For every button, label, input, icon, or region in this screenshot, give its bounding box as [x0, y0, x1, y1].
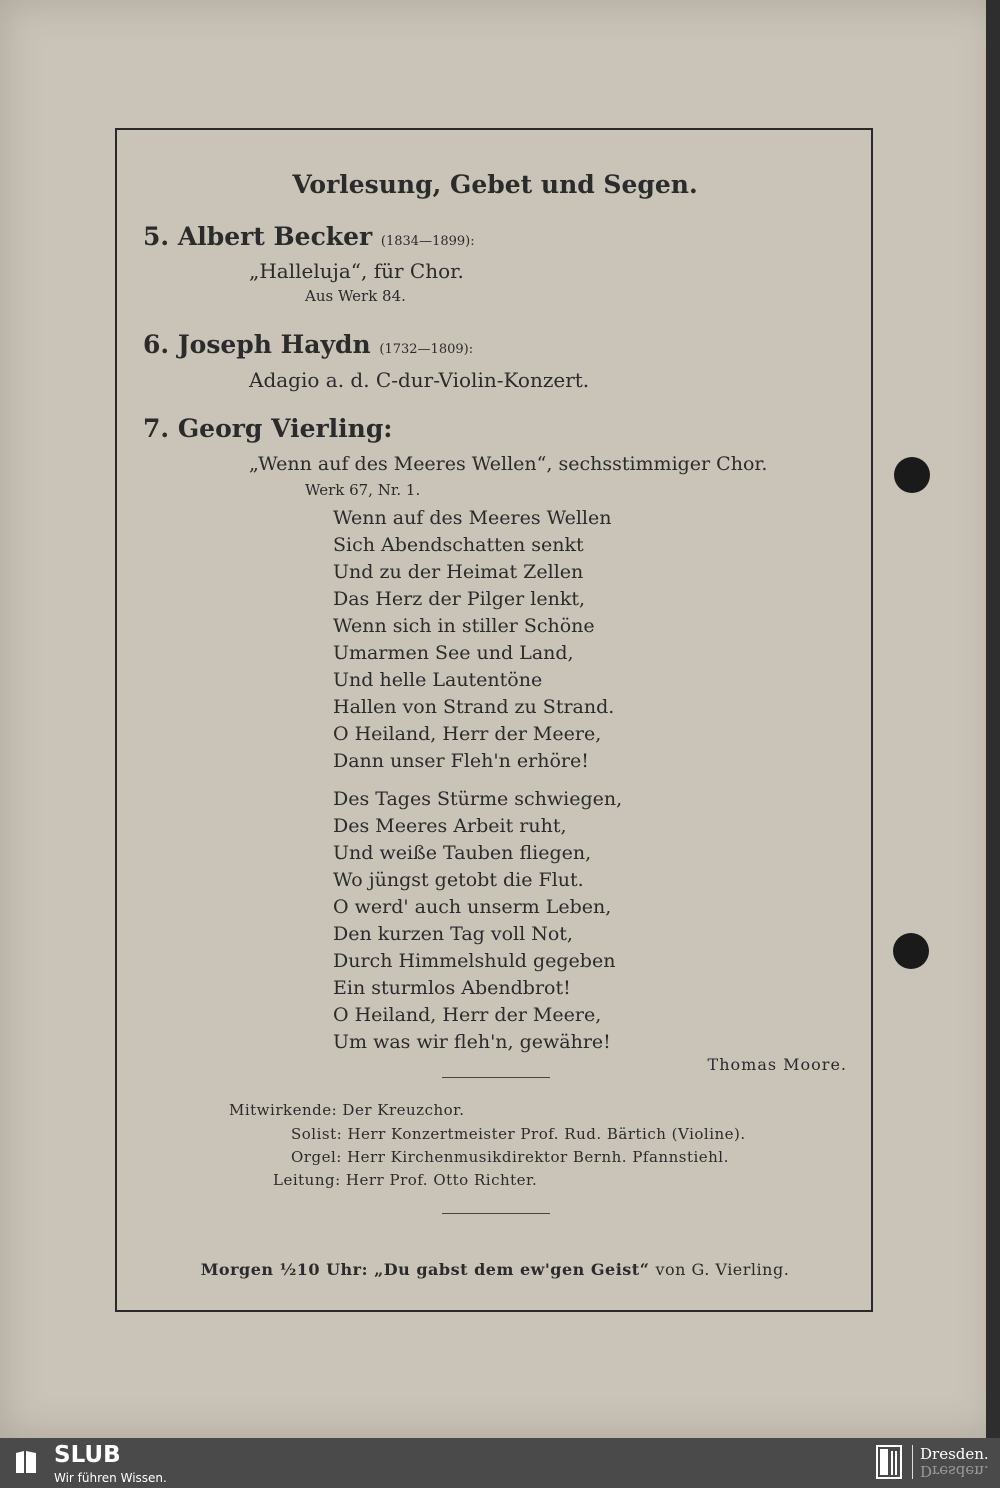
poem-line: Des Tages Stürme schwiegen,	[333, 788, 623, 810]
poem-line: O Heiland, Herr der Meere,	[333, 723, 602, 745]
performers-line: Mitwirkende: Der Kreuzchor.	[229, 1101, 465, 1119]
poem-line: Ein sturmlos Abendbrot!	[333, 977, 571, 999]
punch-hole-bottom	[893, 933, 929, 969]
item-number: 7.	[143, 414, 170, 443]
work-title: „Wenn auf des Meeres Wellen“, sechsstimmiger Chor.	[249, 453, 768, 475]
poem-line: O werd' auch unserm Leben,	[333, 896, 612, 918]
composer-years: (1732—1809):	[379, 342, 474, 357]
book-icon	[13, 1449, 39, 1475]
next-day-announcement	[117, 1260, 873, 1279]
poem-line: O Heiland, Herr der Meere,	[333, 1004, 602, 1026]
divider-rule	[442, 1213, 550, 1214]
performers-conductor: Leitung: Herr Prof. Otto Richter.	[273, 1171, 538, 1189]
opus-number: Werk 67, Nr. 1.	[305, 481, 421, 499]
poem-line: Und helle Lautentöne	[333, 669, 543, 691]
announcement-composer: von G. Vierling.	[655, 1260, 790, 1279]
poem-line: Hallen von Strand zu Strand.	[333, 696, 615, 718]
composer-years: (1834—1899):	[380, 234, 475, 249]
logo-separator	[912, 1445, 913, 1479]
poem-line: Das Herz der Pilger lenkt,	[333, 588, 586, 610]
slub-brand[interactable]: SLUB	[54, 1442, 121, 1468]
composer-name: Georg Vierling:	[177, 414, 393, 443]
poem-line: Umarmen See und Land,	[333, 642, 574, 664]
announcement-text: Morgen ½10 Uhr: „Du gabst dem ew'gen Geist“	[200, 1260, 650, 1279]
composer-name: Joseph Haydn	[177, 330, 371, 359]
poem-line: Durch Himmelshuld gegeben	[333, 950, 616, 972]
item-number: 5.	[143, 222, 170, 251]
item-number: 6.	[143, 330, 170, 359]
poem-line: Und weiße Tauben fliegen,	[333, 842, 592, 864]
dresden-logo-text[interactable]: Dresden.	[920, 1445, 989, 1463]
scan-edge	[986, 0, 1000, 1438]
program-item-7	[143, 414, 393, 443]
section-heading: Vorlesung, Gebet und Segen.	[292, 170, 698, 199]
program-item-5	[143, 222, 475, 251]
punch-hole-top	[894, 457, 930, 493]
program-item-6	[143, 330, 473, 359]
poem-line: Wenn sich in stiller Schöne	[333, 615, 595, 637]
poem-line: Und zu der Heimat Zellen	[333, 561, 584, 583]
poem-line: Wo jüngst getobt die Flut.	[333, 869, 584, 891]
slub-tagline: Wir führen Wissen.	[54, 1471, 167, 1485]
dresden-crest-icon	[876, 1445, 902, 1479]
poem-line: Wenn auf des Meeres Wellen	[333, 507, 612, 529]
poem-line: Den kurzen Tag voll Not,	[333, 923, 573, 945]
performers-soloist: Solist: Herr Konzertmeister Prof. Rud. Bärtich (Violine).	[291, 1125, 746, 1143]
work-title: Adagio a. d. C-dur-Violin-Konzert.	[249, 368, 590, 392]
opus-number: Aus Werk 84.	[305, 287, 406, 305]
composer-name: Albert Becker	[177, 222, 373, 251]
performers-organ: Orgel: Herr Kirchenmusikdirektor Bernh. Pfannstiehl.	[291, 1148, 729, 1166]
divider-rule	[442, 1077, 550, 1078]
poem-author: Thomas Moore.	[707, 1055, 847, 1074]
poem-line: Dann unser Fleh'n erhöre!	[333, 750, 589, 772]
dresden-logo-reflection: Dresden.	[920, 1462, 989, 1480]
program-frame	[115, 128, 873, 1312]
poem-line: Um was wir fleh'n, gewähre!	[333, 1031, 611, 1053]
poem-line: Sich Abendschatten senkt	[333, 534, 584, 556]
viewer-footer-bar	[0, 1438, 1000, 1488]
work-title: „Halleluja“, für Chor.	[249, 259, 464, 283]
poem-line: Des Meeres Arbeit ruht,	[333, 815, 567, 837]
